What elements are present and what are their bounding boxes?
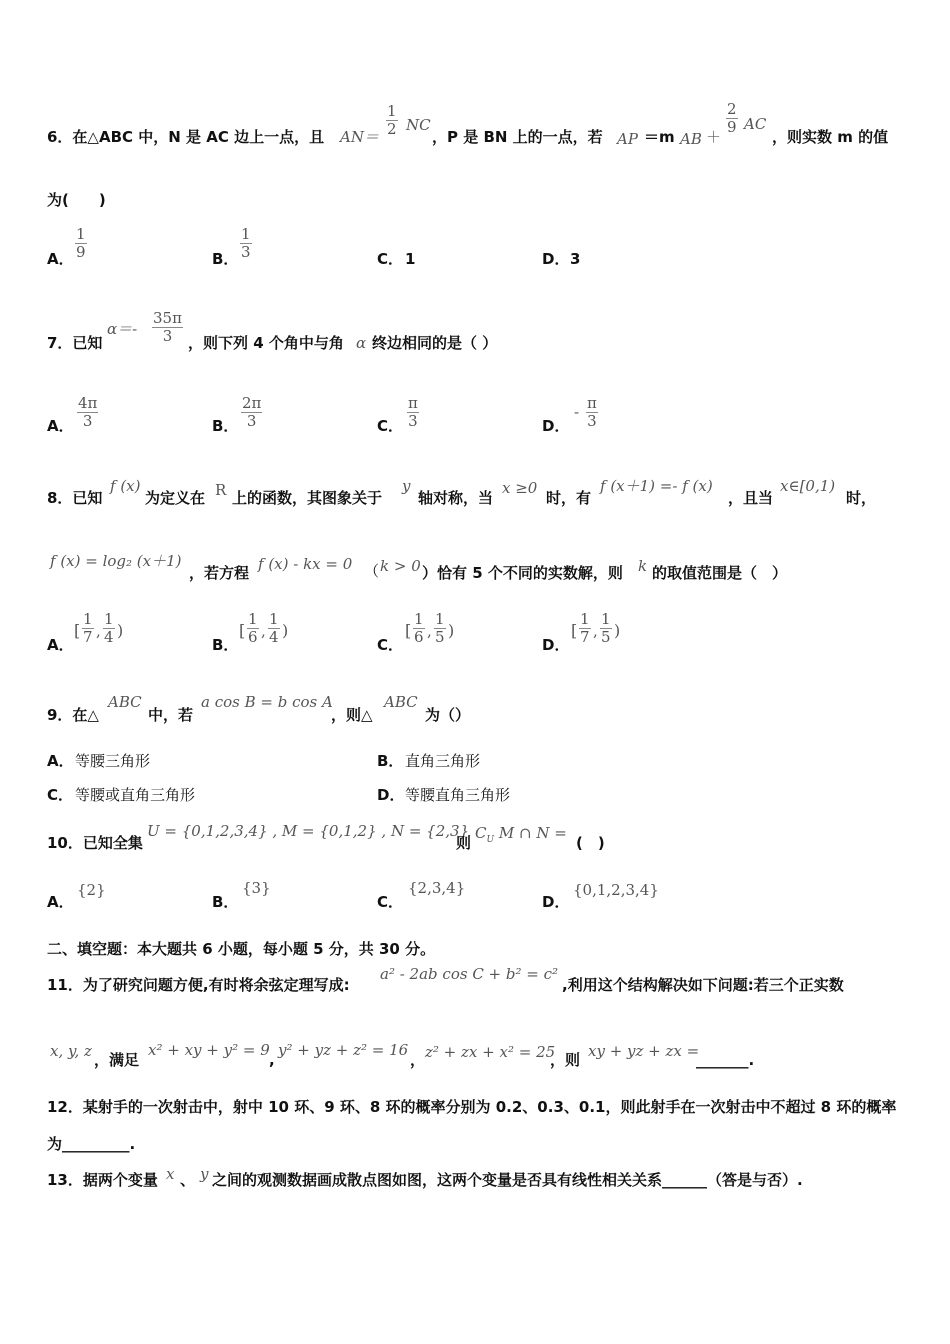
q8-y: y [402,477,411,495]
q7-option-b-label: B． [212,417,239,435]
q6-frac1 [386,103,398,138]
q10-lead: 10．已知全集 [47,834,143,852]
q7-frac-num: 35π [153,309,182,327]
q13-sep: 、 [180,1171,196,1189]
q11-comma: , [269,1051,275,1069]
q6-vec-ac: AC [744,115,767,133]
q6-option-c-label: C． [377,250,404,268]
q8-option-d-b-num: 1 [601,610,611,628]
q7-option-a-frac [77,395,98,430]
q10-option-d-value: {0,1,2,3,4} [573,881,659,899]
q7-option-d-den: 3 [587,412,597,430]
q9-text-2: ，则△ [331,706,373,724]
q10-option-a-label: A． [47,893,74,911]
q8-option-a-frac-b [103,611,115,646]
q8-option-c-comma: , [427,622,432,640]
q11-eq3: z² + zx + x² = 25 [425,1043,556,1061]
q7-option-d-sign: - [574,403,580,421]
q6-eq1-lhs: AN＝ [340,128,379,146]
q7-option-c-den: 3 [408,412,418,430]
q6-option-a-num: 1 [76,225,86,243]
q7-tail: 终边相同的是（ ） [372,334,498,352]
q10-expr [475,824,567,849]
q8-k: k [638,557,648,575]
q8-option-b-b-num: 1 [269,610,279,628]
q11-vars: x, y, z [50,1042,92,1060]
q6-frac2 [726,101,738,136]
q10-option-d-label: D． [542,893,570,911]
q6-option-b-den: 3 [241,243,251,261]
q8-option-b-close: ) [282,621,289,640]
q7-option-d-frac [586,395,598,430]
q6-option-b-num: 1 [241,225,251,243]
q8-kcond: k > 0 [380,557,421,575]
q6-vec-ab: AB [680,130,702,148]
q7-option-b-num: 2π [242,394,262,412]
q12-line-2: 为_________. [47,1135,136,1153]
q6-option-b-label: B． [212,250,239,268]
q10-option-b-label: B． [212,893,239,911]
q8-R: R [215,481,227,499]
q8-option-c-open: [ [405,621,412,640]
q8-option-a-frac-a [82,611,94,646]
q7-mid: ，则下列 4 个角中与角 [188,334,344,352]
q10-expr-rest: M ∩ N = [498,824,567,842]
q8-option-d-frac-b [600,611,612,646]
q8-option-d-open: [ [571,621,578,640]
q9-option-a-label: A． [47,752,74,770]
q6-frac2-num: 2 [727,100,737,118]
q8-option-a-b-den: 4 [104,628,114,646]
q7-frac [152,310,183,345]
q8-option-b-a-num: 1 [248,610,258,628]
q6-option-a-den: 9 [76,243,86,261]
q8-option-a-close: ) [117,621,124,640]
q10-expr-sub: U [486,835,495,845]
q6-option-a-label: A． [47,250,74,268]
q8-text-9: 的取值范围是（ ） [652,564,788,582]
q7-option-a-label: A． [47,417,74,435]
q8-option-c-b-den: 5 [435,628,445,646]
q11-tail: ,利用这个结构解决如下问题:若三个正实数 [562,976,844,994]
q11-text-2: ，则 [550,1051,581,1069]
q9-abc: ABC [108,693,142,711]
q9-abc-2: ABC [384,693,418,711]
q8-text-5: ，且当 [728,489,774,507]
q6-option-d-label: D． [542,250,570,268]
q8-option-a-label: A． [47,636,74,654]
q6-vec-ap: AP [617,130,638,148]
q6-lead: 6．在△ABC 中，N 是 AC 边上一点，且 [47,128,325,146]
q9-lead: 9．在△ [47,706,99,724]
q8-eqn: f (x) - kx = 0 [258,555,353,573]
q8-def: f (x) = log₂ (x＋1) [50,552,182,570]
q6-option-a-frac [75,226,87,261]
q9-text-3: 为（） [425,706,471,724]
section-heading-fill-in: 二、填空题：本大题共 6 小题，每小题 5 分，共 30 分。 [47,940,436,958]
q6-frac2-den: 9 [727,118,737,136]
q7-option-c-num: π [408,394,418,412]
q8-text-6: 时， [846,489,877,507]
q8-option-c-label: C． [377,636,404,654]
q8-option-d-a-den: 7 [580,628,590,646]
q6-eq1-rhs: NC [406,116,431,134]
q7-option-b-frac [241,395,262,430]
q8-option-c-a-den: 6 [414,628,424,646]
q8-option-c-close: ) [448,621,455,640]
q8-kcond-open: （ [364,562,380,580]
q7-option-d-num: π [587,394,597,412]
q10-text-2: ( ) [576,834,605,852]
q6-frac1-den: 2 [387,120,397,138]
q7-option-d-label: D． [542,417,570,435]
q8-option-d-comma: , [593,622,598,640]
q6-plus: ＋ [706,128,722,146]
q8-option-b-frac-a [247,611,259,646]
q13-x: x [166,1165,175,1183]
q7-option-c-frac [407,395,419,430]
q7-frac-den: 3 [162,327,173,345]
q8-text-3: 轴对称，当 [418,489,494,507]
q6-mid: ，P 是 BN 上的一点，若 [432,128,603,146]
q6-tail: ，则实数 m 的值 [772,128,889,146]
q9-option-b-text: 直角三角形 [405,752,481,770]
q8-option-c-frac-a [413,611,425,646]
q8-option-c-a-num: 1 [414,610,424,628]
q8-option-c-frac-b [434,611,446,646]
q8-option-c-b-num: 1 [435,610,445,628]
q13-tail: 之间的观测数据画成散点图如图，这两个变量是否具有线性相关关系______（答是与否）. [212,1171,803,1189]
q9-option-c-text: 等腰或直角三角形 [75,786,196,804]
q7-option-a-num: 4π [78,394,98,412]
q8-option-a-comma: , [96,622,101,640]
q7-alpha-eq: α＝- [107,320,138,338]
q11-lead: 11．为了研究问题方便,有时将余弦定理写成: [47,976,350,994]
q7-option-a-den: 3 [82,412,93,430]
q7-alpha: α [356,334,367,352]
q8-option-a-b-num: 1 [104,610,114,628]
q6-eq2-mid: ＝m [644,128,675,146]
q9-option-b-label: B． [377,752,404,770]
q8-option-d-b-den: 5 [601,628,611,646]
q8-lead: 8．已知 [47,489,103,507]
q8-option-b-label: B． [212,636,239,654]
q7-option-c-label: C． [377,417,404,435]
q11-answer-blank[interactable]: _______. [696,1051,755,1069]
q10-sets: U = {0,1,2,3,4} , M = {0,1,2} , N = {2,3} [147,822,470,840]
q7-lead: 7．已知 [47,334,103,352]
q8-option-a-a-den: 7 [83,628,93,646]
q8-fx: f (x) [110,477,141,495]
q8-option-d-close: ) [614,621,621,640]
q10-option-c-value: {2,3,4} [408,879,466,897]
q8-option-b-frac-b [268,611,280,646]
q11-text-1: ，满足 [94,1051,140,1069]
q11-comma-2: ， [410,1051,426,1069]
q6-option-d-value: 3 [570,250,581,268]
q8-option-a-open: [ [74,621,81,640]
q6-frac1-num: 1 [387,102,397,120]
q8-rel: f (x＋1) =- f (x) [600,477,713,495]
q13-y: y [200,1165,209,1183]
q8-interval: x∈[0,1) [780,477,836,495]
q8-text-4: 时，有 [546,489,592,507]
q8-option-d-label: D． [542,636,570,654]
q10-option-c-label: C． [377,893,404,911]
q8-text-1: 为定义在 [145,489,206,507]
q6-option-c-value: 1 [405,250,416,268]
q9-eq: a cos B = b cos A [201,693,333,711]
q11-formula: a² - 2ab cos C + b² = c² [380,965,559,983]
q9-text-1: 中，若 [148,706,194,724]
q8-option-b-open: [ [239,621,246,640]
q12-line-1: 12．某射手的一次射击中，射中 10 环、9 环、8 环的概率分别为 0.2、0.3、0.1，则此射手在一次射击中不超过 8 环的概率 [47,1098,897,1116]
q8-option-a-a-num: 1 [83,610,93,628]
q8-option-d-a-num: 1 [580,610,590,628]
q8-cond: x ≥0 [502,479,538,497]
q8-option-b-a-den: 6 [248,628,258,646]
q11-eq1: x² + xy + y² = 9 [148,1041,270,1059]
q10-option-b-value: {3} [242,879,271,897]
q8-option-b-comma: , [261,622,266,640]
q13-lead: 13．据两个变量 [47,1171,158,1189]
q11-target: xy + yz + zx = [588,1042,700,1060]
q11-eq2: y² + yz + z² = 16 [278,1041,409,1059]
q7-option-b-den: 3 [246,412,257,430]
q9-option-d-label: D． [377,786,405,804]
q10-text-1: 则 [456,834,472,852]
q8-option-d-frac-a [579,611,591,646]
q8-option-b-b-den: 4 [269,628,279,646]
q8-text-7: ，若方程 [189,564,250,582]
q6-option-b-frac [240,226,252,261]
q8-text-8: ）恰有 5 个不同的实数解，则 [422,564,623,582]
q6-line2: 为( ) [47,191,106,209]
q10-option-a-value: {2} [77,881,106,899]
q9-option-d-text: 等腰直角三角形 [405,786,511,804]
q9-option-c-label: C． [47,786,74,804]
q8-text-2: 上的函数，其图象关于 [232,489,383,507]
q10-expr-c: C [475,824,487,842]
q9-option-a-text: 等腰三角形 [75,752,151,770]
